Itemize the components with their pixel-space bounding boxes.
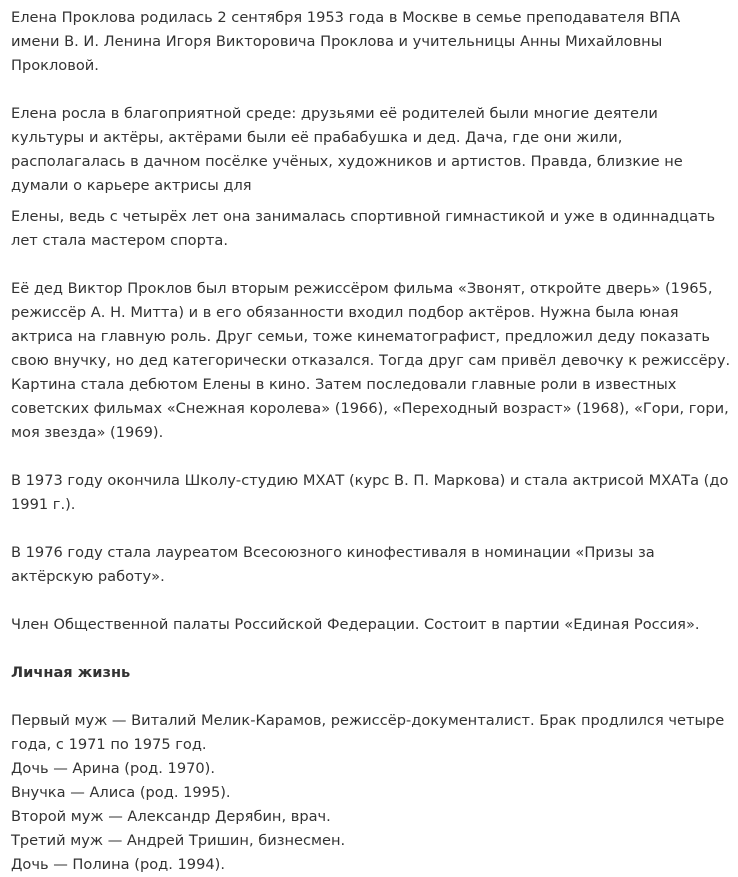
list-item: Третий муж — Андрей Тришин, бизнесмен. <box>11 832 346 849</box>
list-item: Дочь — Арина (род. 1970). <box>11 760 216 777</box>
paragraph-childhood: Елена росла в благоприятной среде: друзьями её родителей были многие деятели культуры и актёры, актёрами были её прабабушка и дед. Дача, где они жили, располагалась в дачном посёлке учёных, художников и артистов. Правда, близкие не думали о карьере актрисы для <box>11 105 683 194</box>
paragraph-film-debut: Её дед Виктор Проклов был вторым режиссёром фильма «Звонят, откройте дверь» (1965, режиссёр А. Н. Митта) и в его обязанности входил подбор актёров. Нужна была юная актриса на главную роль. Друг семьи, тоже кинематографист, предложил деду показать свою внучку, но дед категорически отказался. Тогда друг сам привёл девочку к режиссёру. Картина стала дебютом Елены в кино. Затем последовали главные роли в известных советских фильмах «Снежная королева» (1966), «Переходный возраст» (1968), «Гори, гори, моя звезда» (1969). <box>11 280 731 441</box>
list-item: Дочь — Полина (род. 1994). <box>11 856 225 873</box>
paragraph-sport: Елены, ведь с четырёх лет она занималась спортивной гимнастикой и уже в одиннадцать лет стала мастером спорта. <box>11 208 716 249</box>
paragraph-award: В 1976 году стала лауреатом Всесоюзного кинофестиваля в номинации «Призы за актёрскую работу». <box>11 544 655 585</box>
list-item: Внучка — Алиса (род. 1995). <box>11 784 231 801</box>
article-body <box>11 6 731 877</box>
paragraph-mhat: В 1973 году окончила Школу-студию МХАТ (курс В. П. Маркова) и стала актрисой МХАТа (до 1991 г.). <box>11 472 729 513</box>
paragraph-birth: Елена Проклова родилась 2 сентября 1953 года в Москве в семье преподавателя ВПА имени В. И. Ленина Игоря Викторовича Проклова и учительницы Анны Михайловны Прокловой. <box>11 9 681 74</box>
heading-personal-life: Личная жизнь <box>11 664 131 681</box>
list-item: Второй муж — Александр Дерябин, врач. <box>11 808 331 825</box>
paragraph-public-chamber: Член Общественной палаты Российской Федерации. Состоит в партии «Единая Россия». <box>11 616 700 633</box>
list-item: Первый муж — Виталий Мелик-Карамов, режиссёр-документалист. Брак продлился четыре года, с 1971 по 1975 год. <box>11 712 725 753</box>
personal-life-list <box>11 709 731 877</box>
